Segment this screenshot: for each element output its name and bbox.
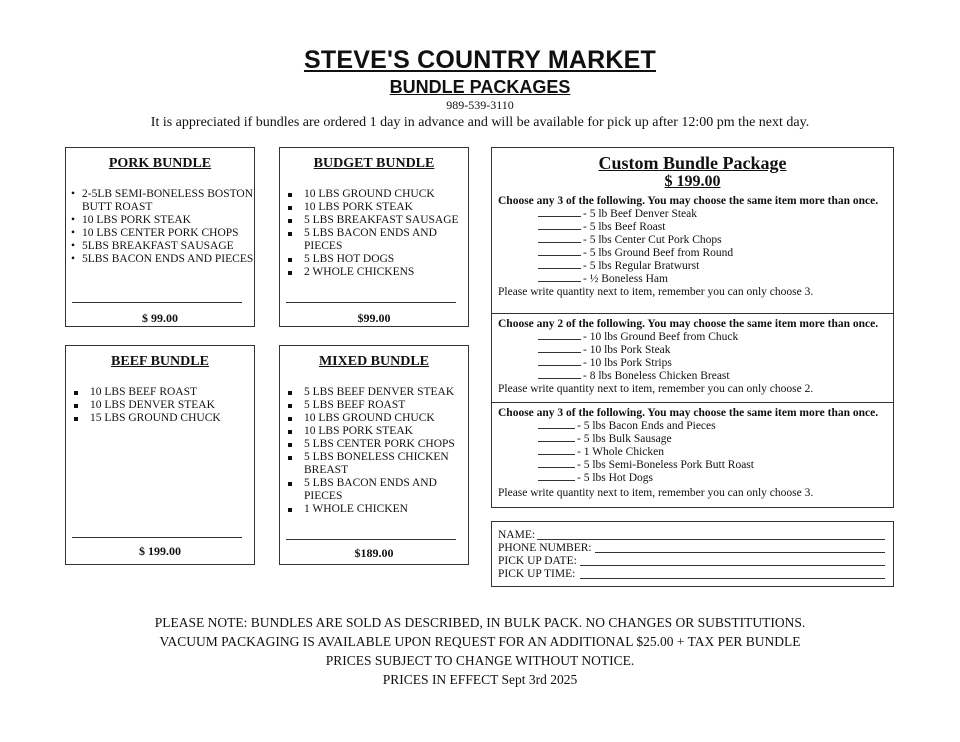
choose-instruction: Choose any 2 of the following. You may choose the same item more than once. bbox=[498, 318, 879, 330]
beef-bundle-box bbox=[65, 345, 255, 565]
list-item: 10 LBS GROUND CHUCK bbox=[280, 412, 468, 425]
custom-bundle-price: $ 199.00 bbox=[664, 173, 721, 190]
budget-bundle-title: BUDGET BUNDLE bbox=[313, 156, 435, 171]
quantity-blank[interactable] bbox=[538, 459, 575, 468]
footer-line: PRICES IN EFFECT Sept 3rd 2025 bbox=[382, 672, 578, 687]
custom-section-1 bbox=[492, 148, 893, 299]
list-item: 5 LBS BEEF DENVER STEAK bbox=[280, 386, 468, 399]
list-item: 5 LBS BEEF ROAST bbox=[280, 399, 468, 412]
divider bbox=[286, 302, 456, 303]
option-label: - 5 lbs Center Cut Pork Chops bbox=[583, 234, 722, 246]
option-label: - 5 lbs Bacon Ends and Pieces bbox=[577, 420, 716, 432]
quantity-blank[interactable] bbox=[538, 260, 581, 269]
quantity-blank[interactable] bbox=[538, 472, 575, 481]
option-list bbox=[492, 208, 893, 286]
choose-instruction: Choose any 3 of the following. You may choose the same item more than once. bbox=[498, 195, 879, 207]
list-item: 5 LBS BACON ENDS AND PIECES bbox=[280, 477, 468, 503]
list-item: • 2-5LB SEMI-BONELESS BOSTON BUTT ROAST bbox=[66, 188, 254, 214]
list-item: 10 LBS PORK STEAK bbox=[280, 425, 468, 438]
list-item: 10 LBS GROUND CHUCK bbox=[280, 188, 468, 201]
divider bbox=[72, 537, 242, 538]
option-label: - 5 lbs Hot Dogs bbox=[577, 472, 654, 484]
quantity-blank[interactable] bbox=[538, 446, 575, 455]
quantity-blank[interactable] bbox=[538, 234, 581, 243]
option-item[interactable] bbox=[492, 357, 893, 370]
pork-bundle-items bbox=[66, 188, 254, 266]
quantity-note: Please write quantity next to item, remember you can only choose 2. bbox=[498, 383, 814, 395]
option-label: - 5 lbs Regular Bratwurst bbox=[583, 260, 700, 272]
pork-bundle-box bbox=[65, 147, 255, 327]
list-item: 1 WHOLE CHICKEN bbox=[280, 503, 468, 516]
contact-form bbox=[491, 521, 894, 587]
option-item[interactable] bbox=[492, 247, 893, 260]
pork-bundle-price: $ 99.00 bbox=[142, 311, 178, 325]
divider bbox=[492, 313, 893, 314]
phone-field[interactable] bbox=[595, 552, 885, 553]
option-label: - ½ Boneless Ham bbox=[583, 273, 668, 285]
option-label: - 5 lbs Bulk Sausage bbox=[577, 433, 672, 445]
list-item: 5 LBS HOT DOGS bbox=[280, 253, 468, 266]
list-item: 10 LBS DENVER STEAK bbox=[66, 399, 254, 412]
phone-label: PHONE NUMBER: bbox=[498, 542, 592, 554]
quantity-blank[interactable] bbox=[538, 331, 581, 340]
choose-instruction: Choose any 3 of the following. You may choose the same item more than once. bbox=[498, 407, 879, 419]
option-label: - 8 lbs Boneless Chicken Breast bbox=[583, 370, 730, 382]
phone-number: 989-539-3110 bbox=[446, 98, 514, 112]
option-item[interactable] bbox=[492, 446, 893, 459]
budget-bundle-box bbox=[279, 147, 469, 327]
divider bbox=[492, 402, 893, 403]
quantity-blank[interactable] bbox=[538, 273, 581, 282]
divider bbox=[286, 539, 456, 540]
quantity-blank[interactable] bbox=[538, 357, 581, 366]
footer-line: PRICES SUBJECT TO CHANGE WITHOUT NOTICE. bbox=[325, 653, 635, 668]
name-label: NAME: bbox=[498, 529, 536, 541]
pickup-date-label: PICK UP DATE: bbox=[498, 555, 577, 567]
beef-bundle-items bbox=[66, 386, 254, 425]
option-item[interactable] bbox=[492, 420, 893, 433]
option-item[interactable] bbox=[492, 370, 893, 383]
option-label: - 5 lbs Semi-Boneless Pork Butt Roast bbox=[577, 459, 754, 471]
footer-line: PLEASE NOTE: BUNDLES ARE SOLD AS DESCRIBED, IN BULK PACK. NO CHANGES OR SUBSTITUTIONS. bbox=[154, 615, 806, 630]
option-label: - 10 lbs Ground Beef from Chuck bbox=[583, 331, 739, 343]
divider bbox=[72, 302, 242, 303]
custom-bundle-box bbox=[491, 147, 894, 508]
phone-row bbox=[492, 542, 893, 555]
option-item[interactable] bbox=[492, 331, 893, 344]
list-item: 5 LBS CENTER PORK CHOPS bbox=[280, 438, 468, 451]
quantity-note: Please write quantity next to item, remember you can only choose 3. bbox=[498, 487, 814, 499]
quantity-blank[interactable] bbox=[538, 370, 581, 379]
quantity-blank[interactable] bbox=[538, 433, 575, 442]
option-item[interactable] bbox=[492, 273, 893, 286]
footer-line: VACUUM PACKAGING IS AVAILABLE UPON REQUEST FOR AN ADDITIONAL $25.00 + TAX PER BUNDLE bbox=[159, 634, 801, 649]
list-item: 2 WHOLE CHICKENS bbox=[280, 266, 468, 279]
pickup-time-field[interactable] bbox=[580, 578, 885, 579]
custom-section-2 bbox=[492, 318, 893, 396]
store-title: STEVE'S COUNTRY MARKET bbox=[303, 46, 657, 74]
quantity-blank[interactable] bbox=[538, 420, 575, 429]
budget-bundle-items bbox=[280, 188, 468, 279]
mixed-bundle-title: MIXED BUNDLE bbox=[318, 354, 430, 369]
quantity-blank[interactable] bbox=[538, 208, 581, 217]
footer-notes bbox=[0, 613, 960, 689]
option-label: - 10 lbs Pork Strips bbox=[583, 357, 672, 369]
option-item[interactable] bbox=[492, 260, 893, 273]
list-item: • 5LBS BREAKFAST SAUSAGE bbox=[66, 240, 254, 253]
option-item[interactable] bbox=[492, 459, 893, 472]
option-item[interactable] bbox=[492, 221, 893, 234]
custom-bundle-title: Custom Bundle Package bbox=[598, 153, 787, 173]
list-item: 5 LBS BACON ENDS AND PIECES bbox=[280, 227, 468, 253]
list-item: • 5LBS BACON ENDS AND PIECES bbox=[66, 253, 254, 266]
pickup-time-label: PICK UP TIME: bbox=[498, 568, 576, 580]
option-label: - 5 lbs Beef Roast bbox=[583, 221, 666, 233]
custom-section-3 bbox=[492, 407, 893, 500]
quantity-blank[interactable] bbox=[538, 247, 581, 256]
list-item: • 10 LBS CENTER PORK CHOPS bbox=[66, 227, 254, 240]
beef-bundle-price: $ 199.00 bbox=[139, 544, 181, 558]
option-item[interactable] bbox=[492, 433, 893, 446]
option-item[interactable] bbox=[492, 234, 893, 247]
pickup-date-row bbox=[492, 555, 893, 568]
list-item: • 10 LBS PORK STEAK bbox=[66, 214, 254, 227]
option-list bbox=[492, 420, 893, 485]
option-item[interactable] bbox=[492, 472, 893, 485]
quantity-blank[interactable] bbox=[538, 221, 581, 230]
mixed-bundle-box bbox=[279, 345, 469, 565]
list-item: 10 LBS BEEF ROAST bbox=[66, 386, 254, 399]
page-subtitle: BUNDLE PACKAGES bbox=[389, 77, 571, 97]
list-item: 10 LBS PORK STEAK bbox=[280, 201, 468, 214]
option-label: - 10 lbs Pork Steak bbox=[583, 344, 671, 356]
option-item[interactable] bbox=[492, 344, 893, 357]
list-item: 5 LBS BREAKFAST SAUSAGE bbox=[280, 214, 468, 227]
pickup-time-row bbox=[492, 568, 893, 581]
quantity-blank[interactable] bbox=[538, 344, 581, 353]
option-label: - 1 Whole Chicken bbox=[577, 446, 664, 458]
mixed-bundle-price: $189.00 bbox=[354, 546, 394, 560]
quantity-note: Please write quantity next to item, remember you can only choose 3. bbox=[498, 286, 814, 298]
name-row bbox=[492, 529, 893, 542]
pork-bundle-title: PORK BUNDLE bbox=[108, 156, 212, 171]
list-item: 15 LBS GROUND CHUCK bbox=[66, 412, 254, 425]
pickup-date-field[interactable] bbox=[580, 565, 885, 566]
order-notice: It is appreciated if bundles are ordered 1 day in advance and will be available for pick up after 12:00 pm the next day. bbox=[150, 115, 810, 130]
beef-bundle-title: BEEF BUNDLE bbox=[111, 354, 209, 369]
option-list bbox=[492, 331, 893, 383]
list-item: 5 LBS BONELESS CHICKEN BREAST bbox=[280, 451, 468, 477]
name-field[interactable] bbox=[537, 539, 885, 540]
option-label: - 5 lbs Ground Beef from Round bbox=[583, 247, 734, 259]
option-item[interactable] bbox=[492, 208, 893, 221]
option-label: - 5 lb Beef Denver Steak bbox=[583, 208, 698, 220]
mixed-bundle-items bbox=[280, 386, 468, 516]
budget-bundle-price: $99.00 bbox=[357, 311, 391, 325]
